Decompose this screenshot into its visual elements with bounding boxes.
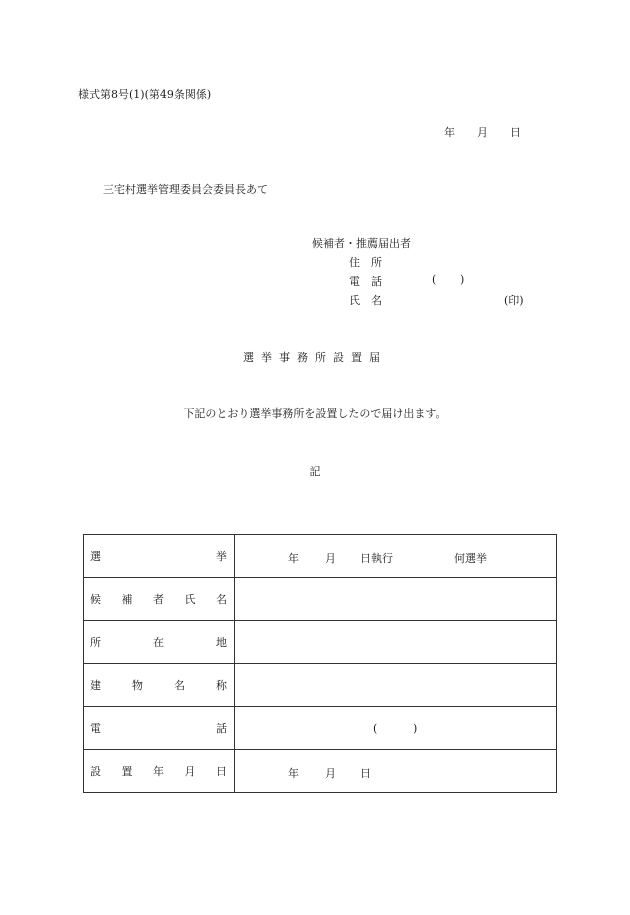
label-char: 名 [216, 593, 227, 606]
phone-label [349, 273, 382, 289]
label-char: 氏 [184, 593, 196, 606]
label-char: 補 [121, 593, 133, 606]
address-label-char: 所 [371, 256, 382, 269]
label-cell [84, 535, 235, 578]
table-row [84, 664, 557, 707]
election-value-cell[interactable] [235, 535, 557, 578]
label-char: 挙 [216, 550, 227, 563]
address-label [349, 254, 382, 270]
table-row [84, 750, 557, 793]
phone-open-paren: ( [432, 273, 437, 286]
applicant-title: 候補者・推薦届出者 [312, 237, 411, 250]
document-title: 選挙事務所設置届 [243, 351, 387, 364]
detail-table [83, 534, 557, 793]
name-label [349, 292, 382, 308]
label-char: 名 [174, 679, 185, 692]
setup-date-cell[interactable] [235, 750, 557, 793]
name-label-char: 氏 [349, 294, 360, 307]
setup-month: 月 [325, 767, 336, 780]
label-char: 置 [121, 765, 133, 778]
name-label-char: 名 [371, 294, 382, 307]
building-name-cell[interactable] [235, 664, 557, 707]
label-char: 年 [153, 765, 164, 778]
setup-year: 年 [288, 767, 299, 780]
form-number: 様式第8号(1)(第49条関係) [78, 88, 212, 101]
label-char: 建 [90, 679, 101, 692]
date-year: 年 [444, 126, 455, 139]
table-row [84, 707, 557, 750]
address-label-char: 住 [349, 256, 360, 269]
date-month: 月 [477, 126, 488, 139]
phone-label-char: 電 [349, 275, 360, 288]
label-char: 物 [132, 679, 143, 692]
label-char: 在 [153, 636, 164, 649]
label-char: 選 [90, 550, 101, 563]
label-cell [84, 664, 235, 707]
label-cell [84, 707, 235, 750]
label-char: 日 [216, 765, 227, 778]
label-cell [84, 750, 235, 793]
phone-cell[interactable] [235, 707, 557, 750]
label-cell [84, 621, 235, 664]
candidate-name-cell[interactable] [235, 578, 557, 621]
election-year: 年 [288, 552, 299, 565]
label-char: 者 [153, 593, 164, 606]
date-line [444, 124, 521, 140]
phone-close-paren: ) [413, 722, 418, 735]
location-cell[interactable] [235, 621, 557, 664]
ki-heading: 記 [309, 465, 321, 478]
addressee: 三宅村選挙管理委員会委員長あて [103, 183, 268, 196]
date-day: 日 [510, 126, 521, 139]
phone-open-paren: ( [373, 722, 378, 735]
label-char: 地 [216, 636, 227, 649]
election-day-held: 日執行 [360, 552, 393, 565]
label-char: 所 [90, 636, 101, 649]
label-char: 電 [90, 722, 101, 735]
label-char: 設 [90, 765, 101, 778]
label-char: 月 [184, 765, 196, 778]
election-month: 月 [325, 552, 336, 565]
label-char: 候 [90, 593, 101, 606]
statement: 下記のとおり選挙事務所を設置したので届け出ます。 [183, 407, 447, 420]
table-row [84, 535, 557, 578]
label-char: 話 [216, 722, 227, 735]
table-row [84, 578, 557, 621]
label-char: 称 [216, 679, 227, 692]
election-name: 何選挙 [454, 552, 487, 565]
label-cell [84, 578, 235, 621]
phone-close-paren: ) [460, 273, 465, 286]
seal-mark: (印) [504, 294, 524, 307]
phone-label-char: 話 [371, 275, 382, 288]
setup-day: 日 [360, 767, 371, 780]
table-row [84, 621, 557, 664]
